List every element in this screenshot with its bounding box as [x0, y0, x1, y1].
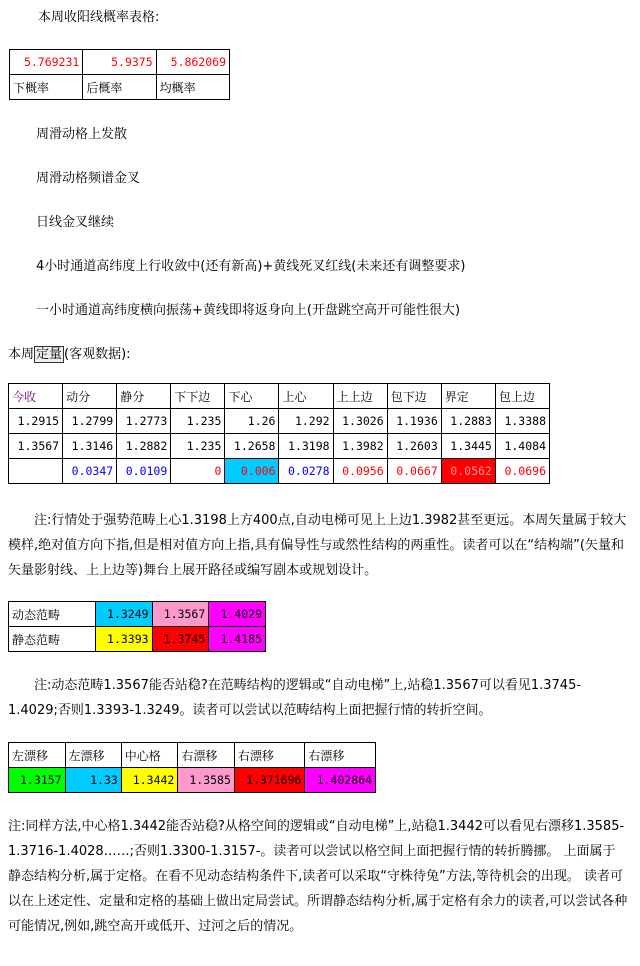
prob-label: 后概率	[83, 75, 156, 100]
table-row	[9, 602, 266, 627]
header-cell: 下心	[225, 384, 279, 409]
data-cell: 1.292	[279, 409, 333, 434]
data-cell: 1.2882	[117, 434, 171, 459]
header-cell: 上上边	[333, 384, 387, 409]
table-row	[9, 768, 376, 793]
range-value: 1.3745	[152, 627, 209, 652]
weekly-prob-title: 本周收阳线概率表格:	[38, 10, 160, 25]
header-cell: 包下边	[387, 384, 441, 409]
table-row	[10, 50, 230, 75]
diff-cell: 0.0562	[441, 459, 495, 484]
range-value: 1.4029	[209, 602, 266, 627]
range-label: 静态范畴	[9, 627, 96, 652]
prob-value: 5.862069	[156, 50, 229, 75]
data-cell: 1.235	[171, 434, 225, 459]
quant-heading	[8, 343, 131, 362]
header-cell: 动分	[63, 384, 117, 409]
drift-header: 右漂移	[305, 743, 376, 768]
data-cell	[9, 459, 63, 484]
quant-boxed-word: 定量	[36, 347, 63, 362]
drift-header: 左漂移	[65, 743, 121, 768]
prob-label: 下概率	[10, 75, 83, 100]
data-cell: 1.4084	[495, 434, 549, 459]
data-cell: 1.3982	[333, 434, 387, 459]
prob-value: 5.9375	[83, 50, 156, 75]
header-cell: 静分	[117, 384, 171, 409]
header-cell: 今收	[9, 384, 63, 409]
range-value: 1.3393	[95, 627, 152, 652]
data-cell: 1.2773	[117, 409, 171, 434]
drift-header: 中心格	[121, 743, 178, 768]
table-row	[9, 743, 376, 768]
data-cell: 1.2603	[387, 434, 441, 459]
range-value: 1.3249	[95, 602, 152, 627]
data-cell: 1.2883	[441, 409, 495, 434]
data-cell: 1.3567	[9, 434, 63, 459]
data-cell: 1.3146	[63, 434, 117, 459]
data-cell: 1.26	[225, 409, 279, 434]
data-cell: 1.3026	[333, 409, 387, 434]
drift-header: 右漂移	[178, 743, 235, 768]
table-row	[9, 627, 266, 652]
diff-cell: 0	[171, 459, 225, 484]
data-cell: 1.2658	[225, 434, 279, 459]
diff-cell: 0.0109	[117, 459, 171, 484]
drift-value: 1.3157	[9, 768, 66, 793]
drift-value: 1.3585	[178, 768, 235, 793]
table-row	[9, 459, 550, 484]
table-row	[9, 384, 550, 409]
quant-prefix: 本周	[8, 347, 35, 362]
diff-cell: 0.0278	[279, 459, 333, 484]
data-cell: 1.2915	[9, 409, 63, 434]
drift-value: 1.371696	[234, 768, 305, 793]
data-cell: 1.3198	[279, 434, 333, 459]
data-cell: 1.3388	[495, 409, 549, 434]
table-row	[9, 409, 550, 434]
drift-value: 1.3442	[121, 768, 178, 793]
range-value: 1.3567	[152, 602, 209, 627]
quant-suffix: (客观数据):	[64, 347, 131, 362]
drift-header: 左漂移	[9, 743, 66, 768]
note-line: 周滑动格上发散	[36, 127, 128, 142]
diff-cell: 0.0696	[495, 459, 549, 484]
drift-header: 右漂移	[234, 743, 305, 768]
table-row	[9, 434, 550, 459]
prob-label: 均概率	[156, 75, 229, 100]
table-row	[10, 75, 230, 100]
drift-value: 1.402864	[305, 768, 376, 793]
quant-table	[8, 383, 550, 484]
data-cell: 1.235	[171, 409, 225, 434]
diff-cell: 0.0667	[387, 459, 441, 484]
header-cell: 下下边	[171, 384, 225, 409]
prob-value: 5.769231	[10, 50, 83, 75]
header-cell: 包上边	[495, 384, 549, 409]
note-line: 周滑动格频谱金叉	[36, 171, 141, 186]
diff-cell: 0.0956	[333, 459, 387, 484]
range-value: 1.4185	[209, 627, 266, 652]
drift-table	[8, 742, 376, 793]
data-cell: 1.1936	[387, 409, 441, 434]
header-cell: 上心	[279, 384, 333, 409]
note-paragraph: 注:动态范畴1.3567能否站稳?在范畴结构的逻辑或“自动电梯”上,站稳1.3567可以看见1.3745-1.4029;否则1.3393-1.3249。读者可以尝试以范畴结构上面把握行情的转折空间。	[8, 678, 582, 718]
note-line: 4小时通道高纬度上行收敛中(还有新高)+黄线死叉红线(未来还有调整要求)	[36, 259, 466, 274]
diff-cell: 0.0347	[63, 459, 117, 484]
note-paragraph: 注:同样方法,中心格1.3442能否站稳?从格空间的逻辑或“自动电梯”上,站稳1.3442可以看见右漂移1.3585-1.3716-1.4028……;否则1.3300-1.3157-。读者可以尝试以格空间上面把握行情的转折腾挪。 上面属于静态结构分析,属于定格。在看不见动态结构条件下,读者可以采取“守株待兔”方法,等待机会的出现。 读者可以在上述定性、定量和定格的基础上做出定局尝试。所谓静态结构分析,属于定格有余力的读者,可以尝试各种可能情况,例如,跳空高开或低开、过河之后的情况。	[8, 819, 628, 934]
note-line: 日线金叉继续	[36, 215, 115, 230]
range-table	[8, 601, 266, 652]
diff-cell: 0.006	[225, 459, 279, 484]
header-cell: 界定	[441, 384, 495, 409]
drift-value: 1.33	[65, 768, 121, 793]
note-paragraph: 注:行情处于强势范畴上心1.3198上方400点,自动电梯可见上上边1.3982甚至更远。本周矢量属于较大模样,绝对值方向下指,但是相对值方向上指,具有偏导性与或然性结构的两重性。读者可以在“结构端”(矢量和矢量影射线、上上边等)舞台上展开路径或编写剧本或规划设计。	[8, 513, 627, 578]
probability-table	[9, 49, 230, 100]
range-label: 动态范畴	[9, 602, 96, 627]
note-line: 一小时通道高纬度横向振荡+黄线即将返身向上(开盘跳空高开可能性很大)	[36, 303, 461, 318]
data-cell: 1.2799	[63, 409, 117, 434]
data-cell: 1.3445	[441, 434, 495, 459]
